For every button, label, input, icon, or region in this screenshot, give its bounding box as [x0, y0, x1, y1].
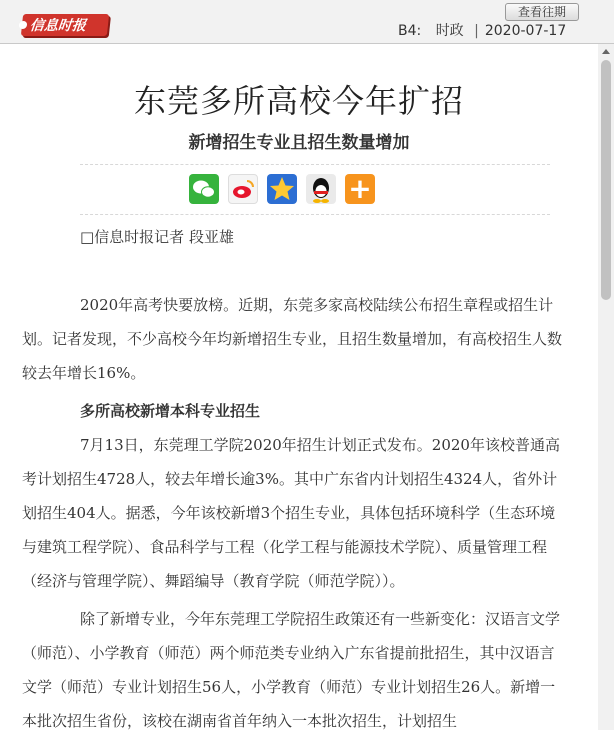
past-issues-button[interactable]: 查看往期	[505, 3, 579, 21]
share-bar	[189, 174, 384, 208]
newspaper-logo[interactable]	[21, 14, 109, 36]
article-paragraph: 7月13日，东莞理工学院2020年招生计划正式发布。2020年该校普通高考计划招生4728人，较去年增长逾3%。其中广东省内计划招生4324人，省外计划招生404人。据悉，今年该校新增3个招生专业，具体包括环境科学（生态环境与建筑工程学院）、食品科学与工程（化学工程与能源技术学院）、质量管理工程（经济与管理学院）、舞蹈编导（教育学院（师范学院））。	[22, 436, 560, 590]
article-title: 东莞多所高校今年扩招	[133, 82, 464, 120]
divider	[80, 164, 550, 165]
article-paragraph: 2020年高考快要放榜。近期，东莞多家高校陆续公布招生章程或招生计划。记者发现，不少高校今年均新增招生专业，且招生数量增加，有高校招生人数较去年增长16%。	[22, 296, 563, 382]
article-author: □信息时报记者 段亚雄	[80, 228, 234, 246]
article-subtitle: 新增招生专业且招生数量增加	[188, 133, 410, 153]
divider: |	[474, 23, 479, 39]
issue-date: 2020-07-17	[484, 23, 567, 39]
logo-text: 信息时报	[29, 18, 87, 34]
scroll-thumb[interactable]	[601, 60, 611, 300]
section-name: 时政	[435, 23, 464, 39]
header-bar	[0, 0, 614, 44]
qzone-icon[interactable]	[267, 174, 297, 204]
weibo-icon[interactable]	[228, 174, 258, 204]
vertical-scrollbar[interactable]	[598, 44, 614, 730]
issue-info	[398, 20, 566, 42]
article-paragraph: 除了新增专业，今年东莞理工学院招生政策还有一些新变化：汉语言文学（师范）、小学教育（师范）两个师范类专业纳入广东省提前批招生，其中汉语言文学（师范）专业计划招生56人，小学教育（师范）专业计划招生26人。新增一本批次招生省份，该校在湖南省首年纳入一本批次招生，计划招生	[22, 610, 561, 730]
section-heading: 多所高校新增本科专业招生	[80, 402, 261, 420]
qq-icon[interactable]	[306, 174, 336, 204]
divider	[80, 214, 550, 215]
more-icon[interactable]: +	[345, 174, 375, 204]
page-number: B4:	[398, 23, 422, 39]
wechat-icon[interactable]	[189, 174, 219, 204]
scroll-up-icon[interactable]	[602, 49, 610, 54]
